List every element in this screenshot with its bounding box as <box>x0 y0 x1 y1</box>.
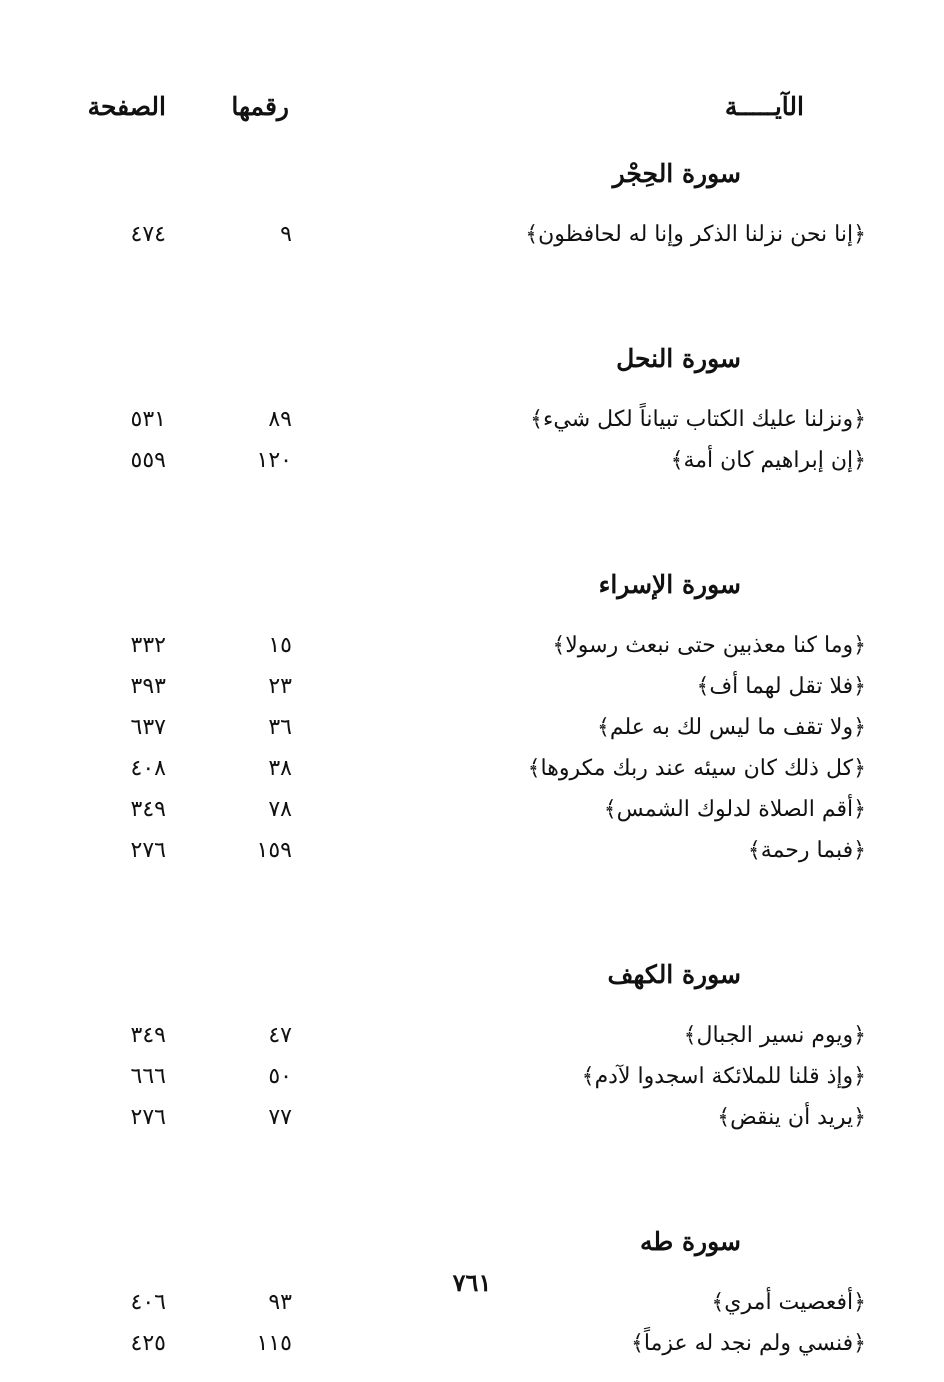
verse-list <box>0 625 944 871</box>
surah-title: سورة طه <box>639 1227 741 1256</box>
verse-text: ﴿أقم الصلاة لدلوك الشمس﴾ <box>603 797 866 822</box>
verse-page: ٤٠٦ <box>130 1290 166 1315</box>
verse-row <box>0 214 944 255</box>
verse-text: ﴿فلا تقل لهما أف﴾ <box>696 674 866 699</box>
surah-section <box>0 559 944 871</box>
verse-page: ٣٤٩ <box>130 797 166 822</box>
surah-title: سورة الكهف <box>607 960 741 989</box>
verse-text: ﴿كل ذلك كان سيئه عند ربك مكروها﴾ <box>527 756 866 781</box>
section-gap <box>0 871 944 949</box>
verse-list <box>0 214 944 255</box>
verse-text: ﴿إنا نحن نزلنا الذكر وإنا له لحافظون﴾ <box>525 222 866 247</box>
surah-title: سورة النحل <box>616 344 741 373</box>
verse-number: ١٥ <box>268 633 292 658</box>
verse-row <box>0 707 944 748</box>
verse-row <box>0 1015 944 1056</box>
verse-number: ٩ <box>280 222 292 247</box>
surah-title: سورة الإسراء <box>598 570 741 599</box>
verse-number: ٩٣ <box>268 1290 292 1315</box>
verse-text: ﴿ونزلنا عليك الكتاب تبياناً لكل شيء﴾ <box>530 407 866 432</box>
verse-number: ٧٨ <box>268 797 292 822</box>
verse-text: ﴿وإذ قلنا للملائكة اسجدوا لآدم﴾ <box>581 1064 866 1089</box>
verse-number: ٨٩ <box>268 407 292 432</box>
verse-text: ﴿ولا تقف ما ليس لك به علم﴾ <box>596 715 866 740</box>
verse-text: ﴿يريد أن ينقض﴾ <box>717 1105 866 1130</box>
surah-section <box>0 333 944 481</box>
page-number: ٧٦١ <box>452 1268 492 1297</box>
verse-text: ﴿ويوم نسير الجبال﴾ <box>683 1023 866 1048</box>
verse-number-column-header: رقمها <box>231 92 289 121</box>
verse-page: ٢٧٦ <box>130 838 166 863</box>
verse-text: ﴿فبما رحمة﴾ <box>747 838 866 863</box>
verse-page: ٥٣١ <box>130 407 166 432</box>
verse-row <box>0 625 944 666</box>
surah-section <box>0 949 944 1138</box>
verse-row <box>0 748 944 789</box>
verse-row <box>0 1323 944 1364</box>
verse-row <box>0 666 944 707</box>
page-column-header: الصفحة <box>87 92 166 121</box>
verse-number: ١١٥ <box>256 1331 292 1356</box>
verse-page: ٤٠٨ <box>130 756 166 781</box>
section-gap <box>0 1138 944 1216</box>
verse-page: ٦٦٦ <box>130 1064 166 1089</box>
verse-row <box>0 1056 944 1097</box>
verse-page: ٢٧٦ <box>130 1105 166 1130</box>
verse-page: ٤٢٥ <box>130 1331 166 1356</box>
verse-column-header: الآيـــــة <box>724 92 804 121</box>
verse-page: ٣٩٣ <box>130 674 166 699</box>
verse-number: ٢٣ <box>268 674 292 699</box>
verse-text: ﴿وما كنا معذبين حتى نبعث رسولا﴾ <box>552 633 866 658</box>
verse-text: ﴿فنسي ولم نجد له عزماً﴾ <box>631 1331 866 1356</box>
section-gap <box>0 481 944 559</box>
verse-row <box>0 440 944 481</box>
verse-list <box>0 1015 944 1138</box>
surah-title: سورة الحِجْر <box>612 159 741 188</box>
section-gap <box>0 255 944 333</box>
verse-list <box>0 399 944 481</box>
verse-text: ﴿أفعصيت أمري﴾ <box>711 1290 866 1315</box>
verse-page: ٣٣٢ <box>130 633 166 658</box>
verse-number: ٧٧ <box>268 1105 292 1130</box>
verse-page: ٦٣٧ <box>130 715 166 740</box>
verse-number: ١٥٩ <box>256 838 292 863</box>
verse-number: ٥٠ <box>268 1064 292 1089</box>
verse-text: ﴿إن إبراهيم كان أمة﴾ <box>670 448 866 473</box>
verse-number: ٣٨ <box>268 756 292 781</box>
verse-index <box>0 148 944 1364</box>
verse-row <box>0 1097 944 1138</box>
verse-row <box>0 830 944 871</box>
verse-page: ٥٥٩ <box>130 448 166 473</box>
verse-row <box>0 789 944 830</box>
surah-section <box>0 148 944 255</box>
verse-page: ٤٧٤ <box>130 222 166 247</box>
verse-number: ٣٦ <box>268 715 292 740</box>
verse-number: ٤٧ <box>268 1023 292 1048</box>
verse-number: ١٢٠ <box>256 448 292 473</box>
verse-page: ٣٤٩ <box>130 1023 166 1048</box>
verse-row <box>0 399 944 440</box>
